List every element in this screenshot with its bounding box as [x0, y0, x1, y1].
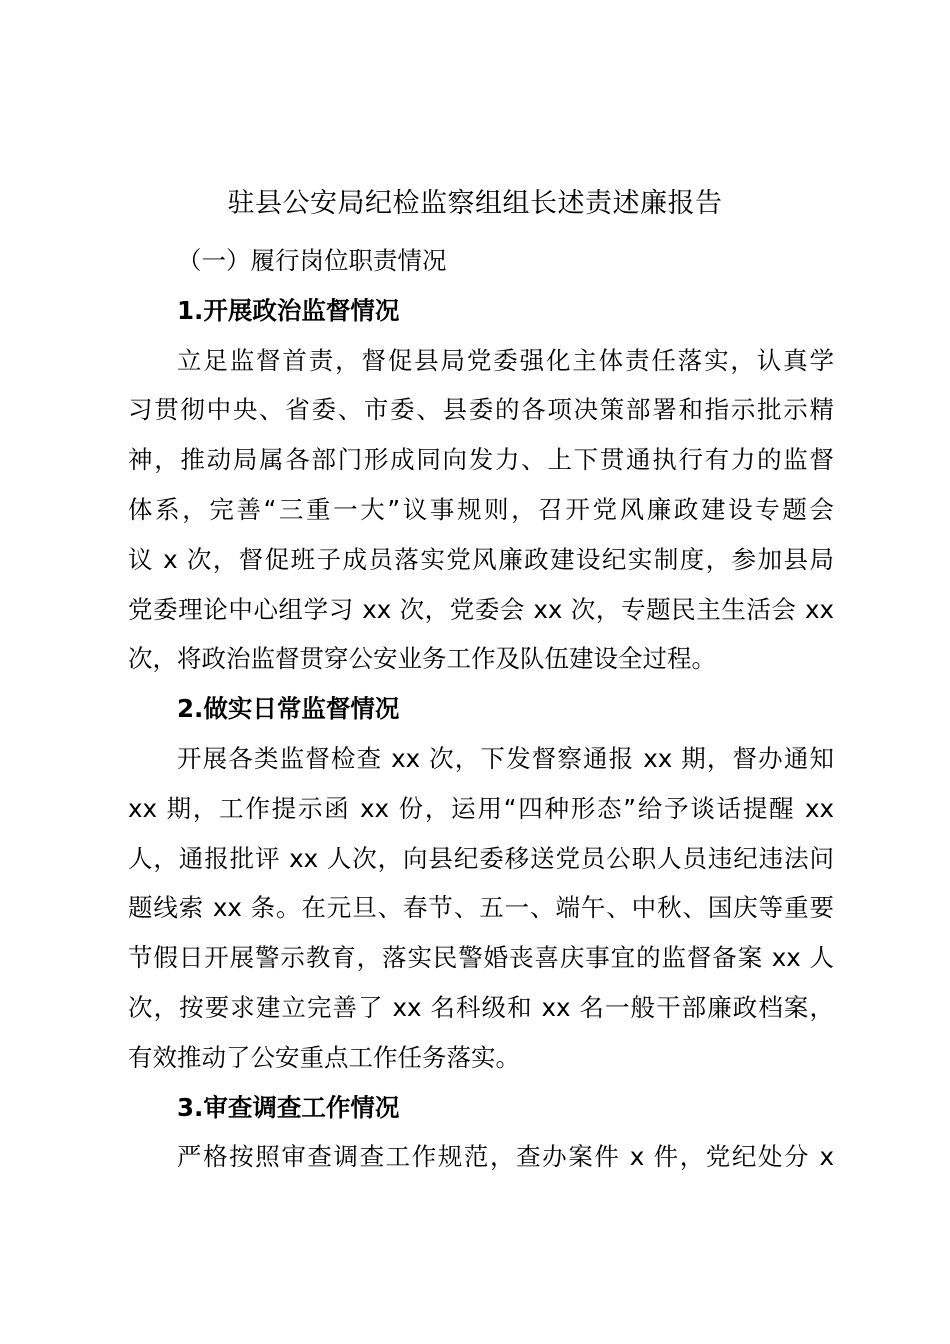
subsection-heading-political-supervision: 1.开展政治监督情况: [177, 295, 400, 325]
paragraph-line: 开展各类监督检查 xx 次，下发督察通报 xx 期，督办通知: [177, 743, 834, 773]
paragraph-line: 党委理论中心组学习 xx 次，党委会 xx 次，专题民主生活会 xx: [128, 594, 834, 624]
paragraph-line: 节假日开展警示教育，落实民警婚丧喜庆事宜的监督备案 xx 人: [128, 943, 834, 973]
subsection-heading-investigation: 3.审查调查工作情况: [177, 1092, 400, 1122]
paragraph-line: 次，按要求建立完善了 xx 名科级和 xx 名一般干部廉政档案，: [128, 992, 834, 1022]
paragraph-line: 人，通报批评 xx 人次，向县纪委移送党员公职人员违纪违法问: [128, 843, 834, 873]
paragraph-line: 题线索 xx 条。在元旦、春节、五一、端午、中秋、国庆等重要: [128, 893, 834, 923]
paragraph-line: 严格按照审查调查工作规范，查办案件 x 件，党纪处分 x: [177, 1142, 834, 1172]
paragraph-line: xx 期，工作提示函 xx 份，运用“四种形态”给予谈话提醒 xx: [128, 793, 834, 823]
paragraph-line: 神，推动局属各部门形成同向发力、上下贯通执行有力的监督: [128, 445, 834, 475]
paragraph-line: 立足监督首责，督促县局党委强化主体责任落实，认真学: [177, 345, 834, 375]
document-body: [128, 236, 834, 1182]
paragraph-line: 次，将政治监督贯穿公安业务工作及队伍建设全过程。: [128, 644, 716, 674]
paragraph-line: 有效推动了公安重点工作任务落实。: [128, 1042, 520, 1072]
document-title: 驻县公安局纪检监察组组长述责述廉报告: [227, 188, 723, 219]
subsection-heading-daily-supervision: 2.做实日常监督情况: [177, 694, 400, 724]
paragraph-line: 议 x 次，督促班子成员落实党风廉政建设纪实制度，参加县局: [128, 544, 834, 574]
section-heading: （一）履行岗位职责情况: [177, 246, 447, 275]
paragraph-line: 习贯彻中央、省委、市委、县委的各项决策部署和指示批示精: [128, 395, 834, 425]
paragraph-line: 体系，完善“三重一大”议事规则，召开党风廉政建设专题会: [128, 494, 834, 524]
